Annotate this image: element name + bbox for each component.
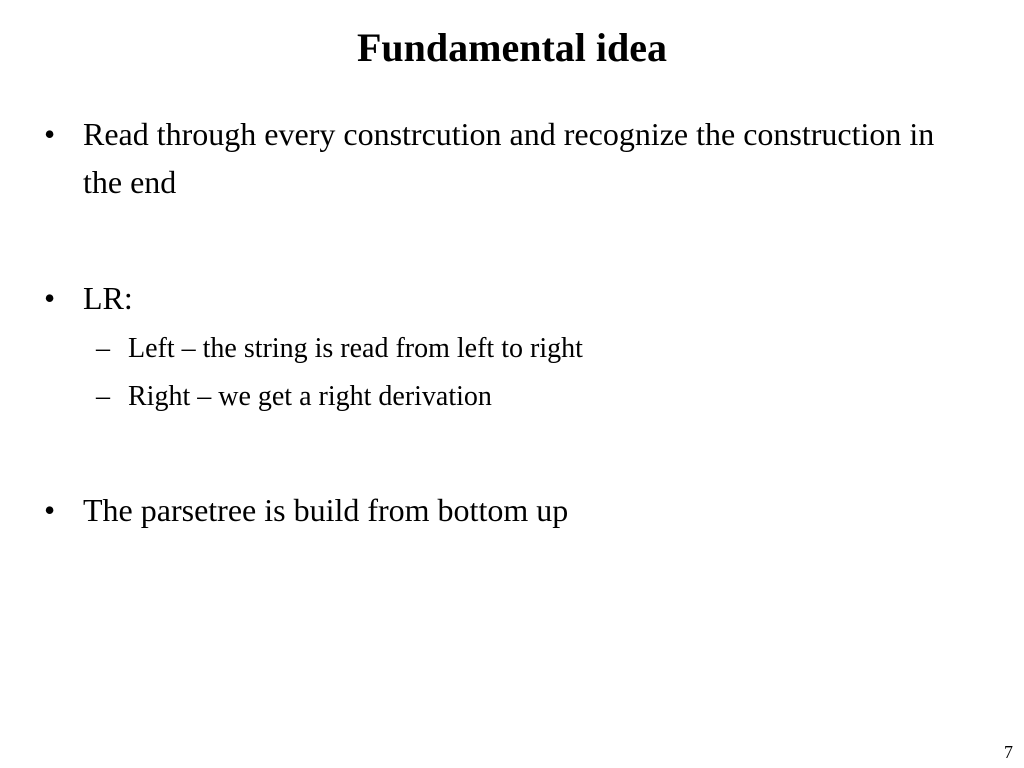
sub-bullet-item-right bbox=[96, 377, 976, 417]
bullet-item-lr bbox=[44, 274, 974, 322]
sub-bullet-item-left bbox=[96, 329, 976, 369]
bullet-text: The parsetree is build from bottom up bbox=[83, 492, 569, 528]
bullet-marker: • bbox=[44, 492, 56, 528]
bullet-item-parsetree bbox=[44, 486, 974, 534]
bullet-text: LR: bbox=[83, 280, 133, 316]
bullet-text: Read through every constrcution and recognize the construction in the end bbox=[83, 116, 935, 200]
sub-bullet-marker: – bbox=[96, 381, 110, 412]
slide-title: Fundamental idea bbox=[356, 25, 668, 70]
sub-bullet-text: Right – we get a right derivation bbox=[128, 381, 492, 412]
bullet-item-read-through bbox=[44, 110, 974, 206]
bullet-marker: • bbox=[44, 116, 56, 152]
sub-bullet-text: Left – the string is read from left to right bbox=[128, 333, 583, 364]
page-number: 7 bbox=[1004, 742, 1013, 762]
sub-bullet-marker: – bbox=[96, 333, 110, 364]
bullet-marker: • bbox=[44, 280, 56, 316]
